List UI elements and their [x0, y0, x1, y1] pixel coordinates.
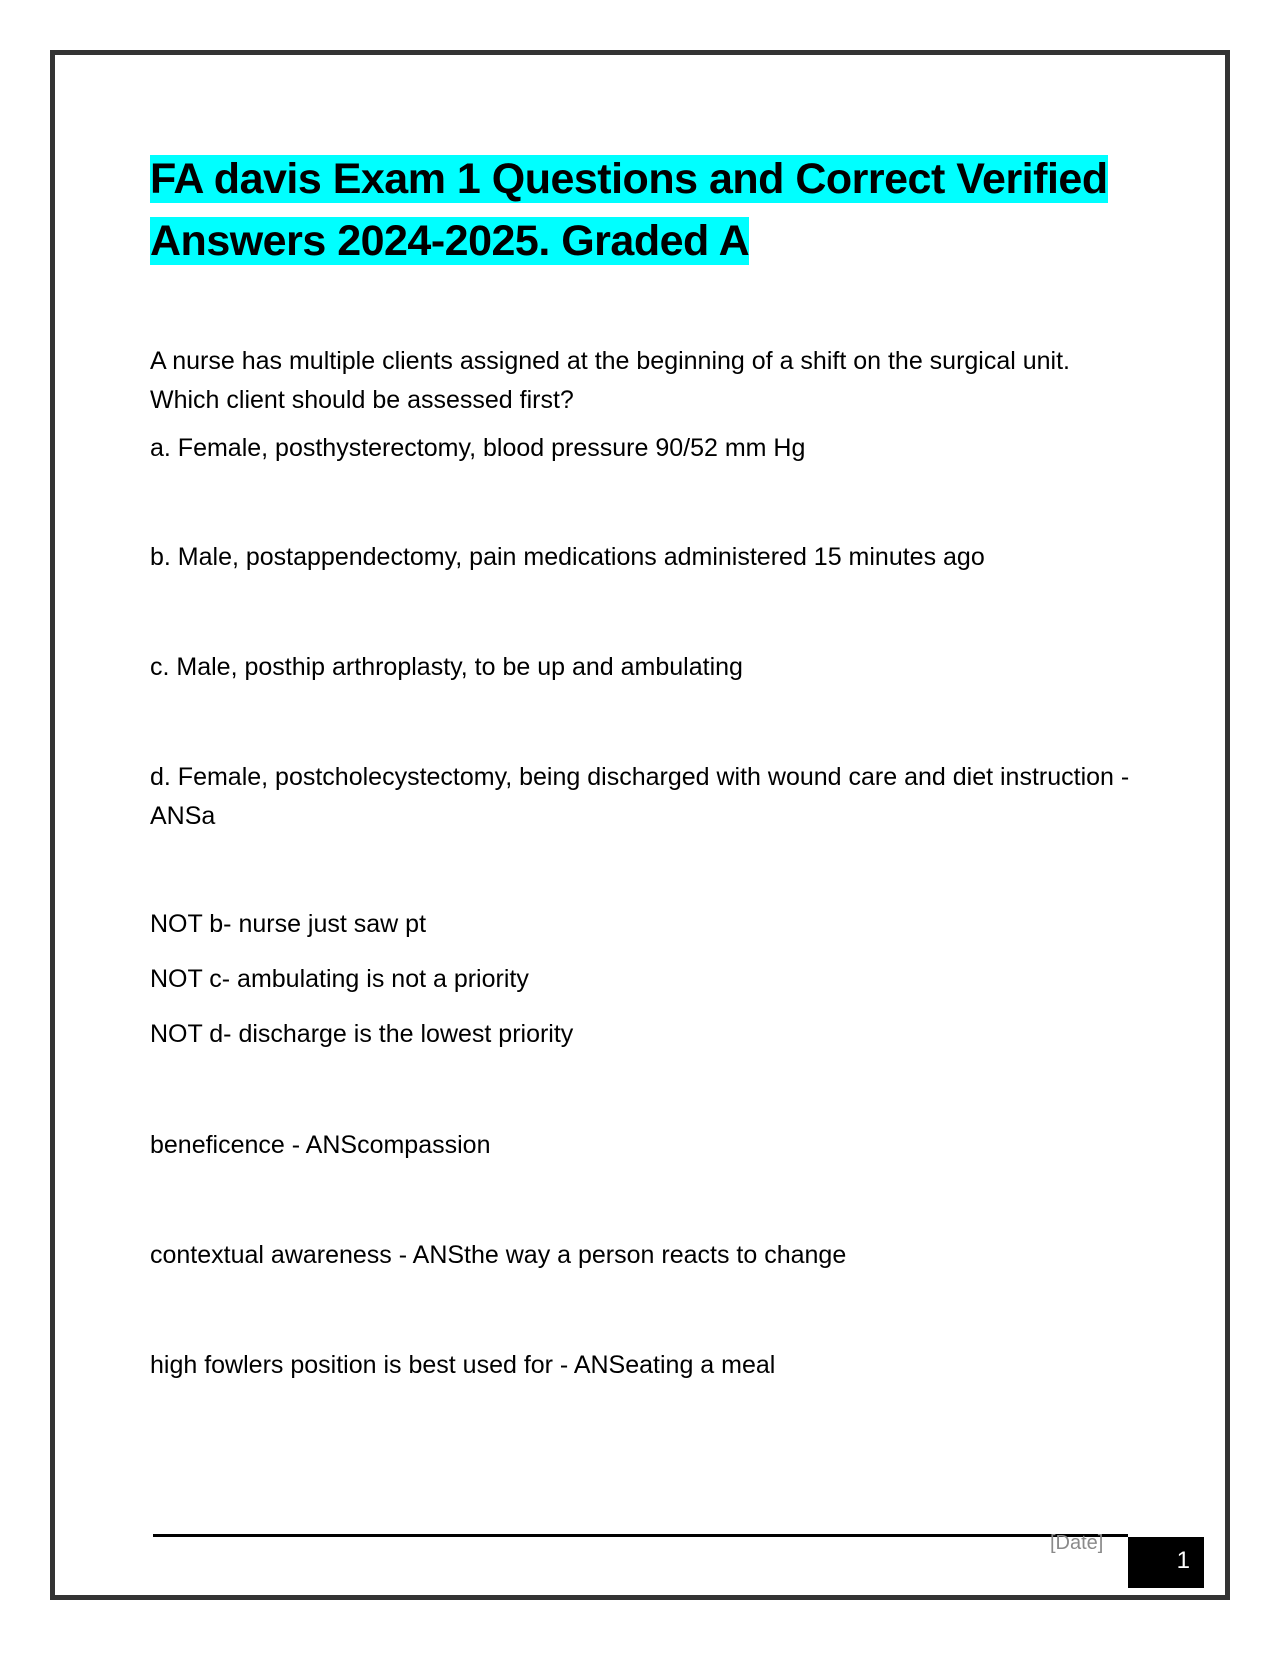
question-stem: A nurse has multiple clients assigned at the beginning of a shift on the surgical unit. Which client should be assessed first?: [150, 347, 1071, 414]
page-number: 1: [1128, 1537, 1204, 1588]
title-line-2: Answers 2024-2025. Graded A: [150, 217, 750, 265]
term-contextual-awareness: contextual awareness - ANSthe way a person reacts to change: [150, 1241, 847, 1269]
option-d: d. Female, postcholecystectomy, being discharged with wound care and diet instruction - ANSa: [150, 763, 1130, 830]
option-b: b. Male, postappendectomy, pain medications administered 15 minutes ago: [150, 543, 985, 571]
document-title: [150, 148, 1140, 272]
rationale-b: NOT b- nurse just saw pt: [150, 910, 427, 938]
option-a: a. Female, posthysterectomy, blood pressure 90/52 mm Hg: [150, 434, 806, 462]
rationale-d: NOT d- discharge is the lowest priority: [150, 1020, 574, 1048]
rationale-c: NOT c- ambulating is not a priority: [150, 965, 529, 993]
term-high-fowlers: high fowlers position is best used for - ANSeating a meal: [150, 1351, 776, 1379]
footer-date: [Date]: [1050, 1532, 1104, 1554]
term-beneficence: beneficence - ANScompassion: [150, 1131, 491, 1159]
footer-rule: [153, 1534, 1128, 1537]
option-c: c. Male, posthip arthroplasty, to be up and ambulating: [150, 653, 743, 681]
title-line-1: FA davis Exam 1 Questions and Correct Verified: [150, 155, 1108, 203]
title-block: [150, 148, 1140, 272]
